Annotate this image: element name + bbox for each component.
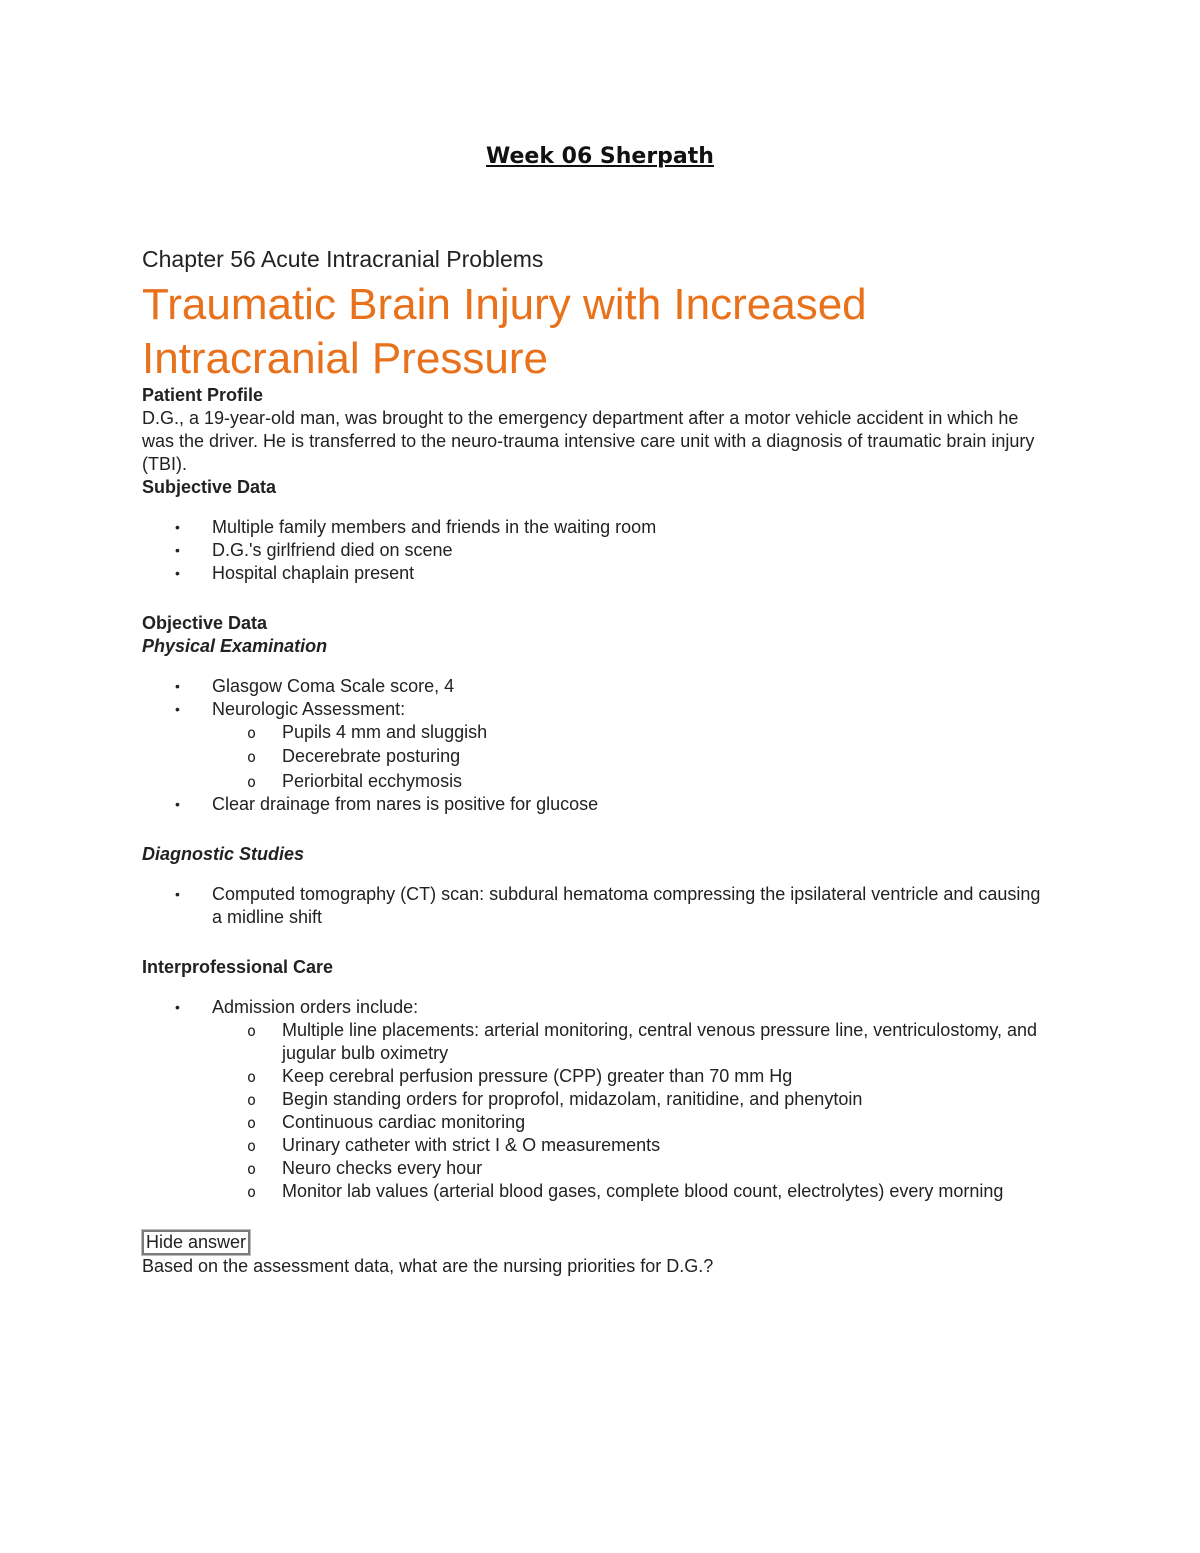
hide-answer-button[interactable]: Hide answer [142,1230,250,1255]
bullet-icon: • [175,542,180,558]
sub-list-item: o Multiple line placements: arterial monitoring, central venous pressure line, ventriculostomy, and jugular bulb oximetry [247,1020,1038,1063]
sub-bullet-icon: o [247,1137,257,1155]
bullet-icon: • [175,701,180,717]
sub-bullet-icon: o [247,1068,257,1086]
sub-bullet-icon: o [247,724,257,742]
sub-list-item: o Monitor lab values (arterial blood gases, complete blood count, electrolytes) every morning [142,1180,1052,1203]
objective-data-label: Objective Data [142,613,268,633]
list-item: • Glasgow Coma Scale score, 4 [175,676,455,696]
list-item: • D.G.'s girlfriend died on scene [175,540,453,560]
list-item: • Computed tomography (CT) scan: subdural hematoma compressing the ipsilateral ventricle and causing a midline shift [175,884,1041,927]
bullet-icon: • [175,796,180,812]
objective-data-list [142,675,1052,816]
subjective-data-label: Subjective Data [142,477,277,497]
sub-list-item: o Neuro checks every hour [142,1157,1052,1180]
sub-list-item: o Keep cerebral perfusion pressure (CPP) greater than 70 mm Hg [142,1065,1052,1088]
case-heading [142,278,1042,386]
bullet-icon: • [175,519,180,535]
case-content [142,384,1052,1278]
patient-profile-label: Patient Profile [142,385,264,405]
bullet-icon: • [175,886,180,902]
sub-list-item: o Periorbital ecchymosis [142,770,1052,793]
admission-orders-list [212,1019,1052,1203]
bullet-icon: • [175,565,180,581]
sub-bullet-icon: o [247,773,257,791]
sub-list-item: o Decerebrate posturing [142,745,1052,768]
list-item: • Neurologic Assessment: o Pupils 4 mm and sluggish o Decerebrate posturing o Periorbital ecchymosis [142,698,1052,793]
sub-bullet-icon: o [247,748,257,766]
list-item: • Clear drainage from nares is positive for glucose [175,794,599,814]
question-text: Based on the assessment data, what are the nursing priorities for D.G.? [142,1256,714,1276]
bullet-icon: • [175,678,180,694]
neurologic-assessment-list [212,721,1052,793]
sub-list-item: o Pupils 4 mm and sluggish [142,721,1052,744]
interprofessional-care-label: Interprofessional Care [142,957,334,977]
sub-list-item: o Urinary catheter with strict I & O measurements [142,1134,1052,1157]
document-title: Week 06 Sherpath [486,144,714,169]
sub-bullet-icon: o [247,1160,257,1178]
diagnostic-studies-label: Diagnostic Studies [142,844,305,864]
sub-bullet-icon: o [247,1022,257,1040]
list-item: • Admission orders include: o Multiple line placements: arterial monitoring, central venous pressure line, ventriculostomy, and jugular bulb oximetry o Keep cerebral perfusion pressure (CPP) greater than 70 mm Hg o Begin standing orders for proprofol, midazolam, ranitidine, and phenytoin o Continuous cardiac monitoring o Urinary catheter with strict I & O measurements o Neuro checks every hour o Monitor lab values (arterial blood gases, complete blood count, electrolytes) every morning [142,996,1052,1203]
sub-bullet-icon: o [247,1183,257,1201]
patient-profile-text: D.G., a 19-year-old man, was brought to the emergency department after a motor vehicle accident in which he was the driver. He is transferred to the neuro-trauma intensive care unit with a diagnosis of traumatic brain injury (TBI). [142,408,1035,474]
sub-list-item: o Begin standing orders for proprofol, midazolam, ranitidine, and phenytoin [142,1088,1052,1111]
physical-examination-label: Physical Examination [142,636,328,656]
interprofessional-care-list [142,996,1052,1203]
case-heading-line-1: Traumatic Brain Injury with Increased [142,280,867,329]
subjective-data-list [142,516,1052,585]
list-item: • Multiple family members and friends in the waiting room [175,517,657,537]
diagnostic-studies-list [142,883,1052,929]
list-item: • Hospital chaplain present [175,563,415,583]
sub-bullet-icon: o [247,1091,257,1109]
case-heading-line-2: Intracranial Pressure [142,334,548,383]
chapter-title: Chapter 56 Acute Intracranial Problems [142,246,544,272]
sub-list-item: o Continuous cardiac monitoring [142,1111,1052,1134]
bullet-icon: • [175,999,180,1015]
sub-bullet-icon: o [247,1114,257,1132]
